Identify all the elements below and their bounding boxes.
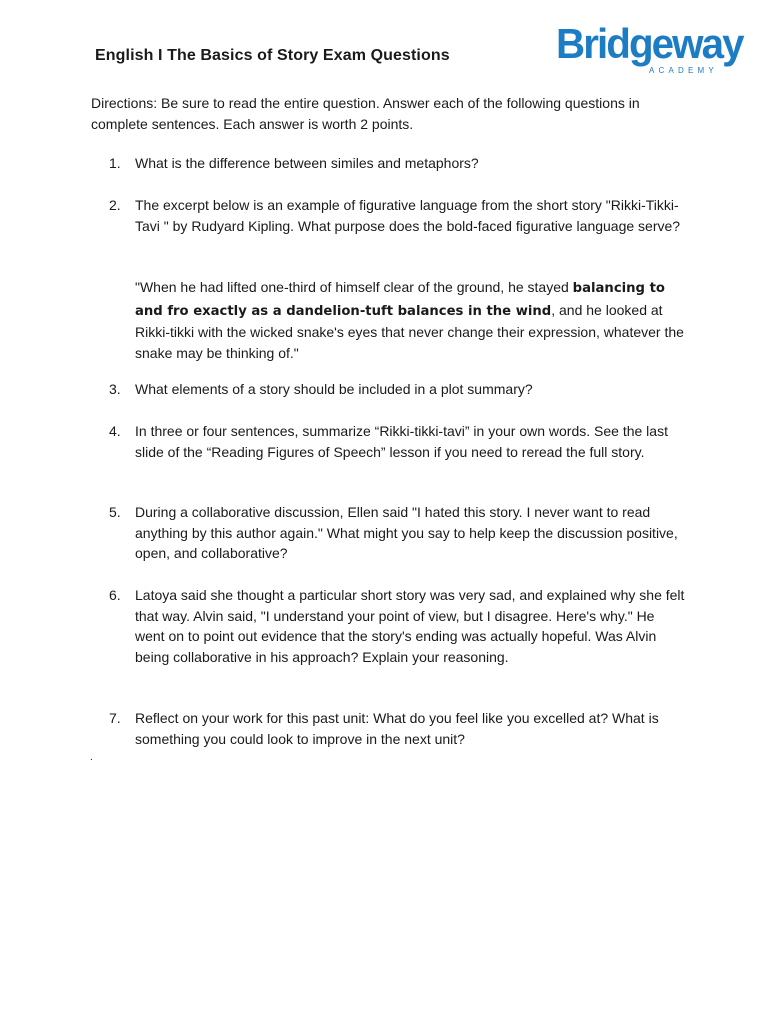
question-number: 5.	[109, 504, 121, 520]
question-text: In three or four sentences, summarize “Rikki-tikki-tavi” in your own words. See the last slide of the “Reading Figures of Speech” lesson if you need to reread the full story.	[135, 423, 668, 460]
bridgeway-logo	[556, 20, 743, 80]
question-number: 7.	[109, 710, 121, 726]
question-number: 2.	[109, 197, 121, 213]
page-title: English I The Basics of Story Exam Questions	[95, 47, 450, 64]
trailing-mark: .	[90, 752, 93, 763]
story-excerpt	[135, 277, 685, 364]
question-number: 3.	[109, 381, 121, 397]
question-number: 1.	[109, 155, 121, 171]
question-number: 6.	[109, 587, 121, 603]
logo-wordmark: Bridgeway	[556, 20, 743, 67]
question-text: What is the difference between similes and metaphors?	[135, 155, 479, 171]
question-text: Latoya said she thought a particular short story was very sad, and explained why she felt that way. Alvin said, "I understand your point of view, but I disagree. Here's why." He went on to point out evidence that the story's ending was actually hopeful. Was Alvin being collaborative in his approach? Explain your reasoning.	[135, 587, 685, 666]
question-text: Reflect on your work for this past unit: What do you feel like you excelled at? What is something you could look to improve in the next unit?	[135, 710, 659, 747]
excerpt-text-after: , and he looked at Rikki-tikki with the wicked snake's eyes that never change their expression, whatever the snake may be thinking of."	[135, 301, 684, 362]
logo-subtitle: ACADEMY	[649, 66, 718, 75]
question-text: During a collaborative discussion, Ellen said "I hated this story. I never want to read anything by this author again." What might you say to help keep the discussion positive, open, and collaborative?	[135, 504, 678, 562]
directions-text: Directions: Be sure to read the entire question. Answer each of the following questions in complete sentences. Each answer is worth 2 points.	[91, 95, 640, 132]
question-text: What elements of a story should be included in a plot summary?	[135, 381, 533, 397]
question-number: 4.	[109, 423, 121, 439]
question-text: The excerpt below is an example of figurative language from the short story "Rikki-Tikki-Tavi " by Rudyard Kipling. What purpose does the bold-faced figurative language serve?	[135, 197, 681, 234]
excerpt-bold-figurative-language: balancing to and fro exactly as a dandelion-tuft balances in the wind	[135, 281, 665, 319]
excerpt-text-before: "When he had lifted one-third of himself clear of the ground, he stayed	[135, 279, 573, 295]
